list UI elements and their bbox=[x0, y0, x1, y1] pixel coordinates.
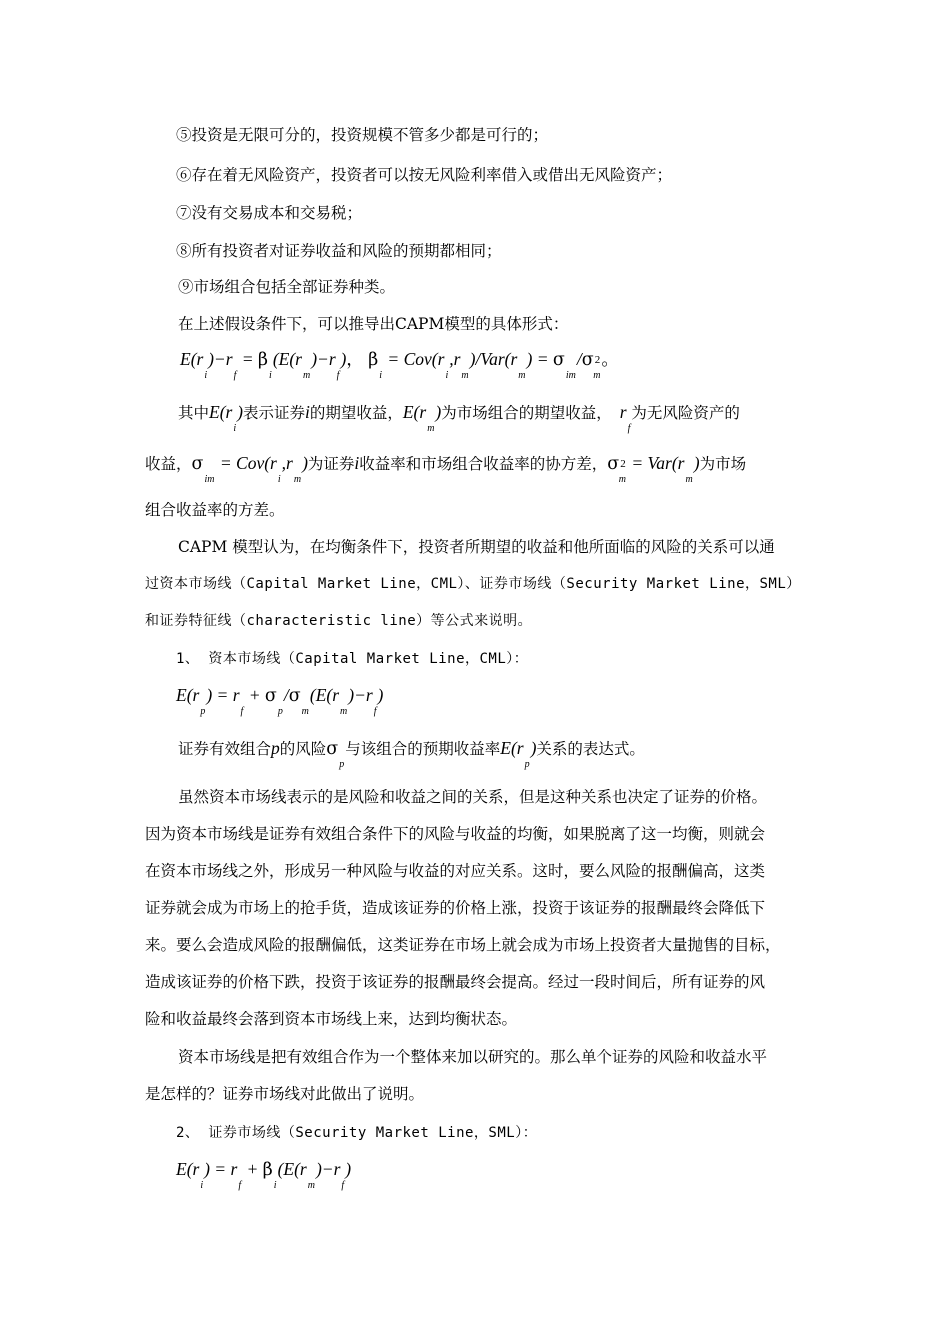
list-item-9: ⑨市场组合包括全部证券种类。 bbox=[178, 278, 396, 296]
list-item-7: ⑦没有交易成本和交易税； bbox=[176, 204, 363, 222]
para2-line-5: 来。要么会造成风险的报酬偏低，这类证券在市场上就会成为市场上投资者大量抛售的目标， bbox=[145, 936, 781, 954]
capm-para-line-3: 和证券特征线（characteristic line）等公式来说明。 bbox=[145, 613, 533, 629]
cml-formula: $E(r_p) = r_f + \sigma_p/\sigma_m(E(r_m)-r_f)$ bbox=[176, 685, 384, 717]
capm-formula: $E(r_i)-r_f = \beta_i(E(r_m)-r_f)$， $\beta_i = Cov(r_i,r_m)/Var(r_m) = \sigma_{im}/\sigma 2_m$。 bbox=[180, 349, 619, 381]
desc-line-3: 组合收益率的方差。 bbox=[145, 501, 285, 519]
list-item-5: ⑤投资是无限可分的，投资规模不管多少都是可行的； bbox=[176, 126, 549, 144]
cml-desc: 证券有效组合p的风险$\sigma_p$与该组合的预期收益率$E(r_p)$关系的表达式。 bbox=[178, 738, 645, 770]
para2-line-6: 造成该证券的价格下跌，投资于该证券的报酬最终会提高。经过一段时间后，所有证券的风 bbox=[145, 973, 766, 991]
capm-para-line-2: 过资本市场线（Capital Market Line，CML）、证券市场线（Security Market Line，SML） bbox=[145, 576, 801, 592]
para3-line-1: 资本市场线是把有效组合作为一个整体来加以研究的。那么单个证券的风险和收益水平 bbox=[178, 1048, 768, 1066]
para2-line-7: 险和收益最终会落到资本市场线上来，达到均衡状态。 bbox=[145, 1010, 518, 1028]
desc-line-2: 收益，$\sigma_{im} = Cov(r_i,r_m)$为证券i收益率和市场组合收益率的协方差，$\sigma 2_m = Var(r_m)$为市场 bbox=[145, 453, 747, 485]
capm-intro: 在上述假设条件下，可以推导出CAPM模型的具体形式： bbox=[178, 315, 569, 333]
para2-line-3: 在资本市场线之外，形成另一种风险与收益的对应关系。这时，要么风险的报酬偏高，这类 bbox=[145, 862, 766, 880]
para2-line-4: 证券就会成为市场上的抢手货，造成该证券的价格上涨，投资于该证券的报酬最终会降低下 bbox=[145, 899, 766, 917]
list-item-6: ⑥存在着无风险资产，投资者可以按无风险利率借入或借出无风险资产； bbox=[176, 166, 673, 184]
para2-line-2: 因为资本市场线是证券有效组合条件下的风险与收益的均衡，如果脱离了这一均衡，则就会 bbox=[145, 825, 766, 843]
desc-line-1: 其中$E(r_i)$表示证券i的期望收益，$E(r_m)$为市场组合的期望收益， $r_f$为无风险资产的 bbox=[178, 402, 740, 434]
capm-para-line-1: CAPM 模型认为，在均衡条件下，投资者所期望的收益和他所面临的风险的关系可以通 bbox=[178, 538, 775, 556]
list-item-8: ⑧所有投资者对证券收益和风险的预期都相同； bbox=[176, 242, 502, 260]
cml-heading: 1、 资本市场线（Capital Market Line，CML）： bbox=[176, 651, 529, 667]
sml-heading: 2、 证券市场线（Security Market Line，SML）： bbox=[176, 1125, 538, 1141]
sml-formula: $E(r_i) = r_f + \beta_i(E(r_m)-r_f)$ bbox=[176, 1159, 352, 1191]
para3-line-2: 是怎样的？证券市场线对此做出了说明。 bbox=[145, 1085, 425, 1103]
para2-line-1: 虽然资本市场线表示的是风险和收益之间的关系，但是这种关系也决定了证券的价格。 bbox=[178, 788, 768, 806]
